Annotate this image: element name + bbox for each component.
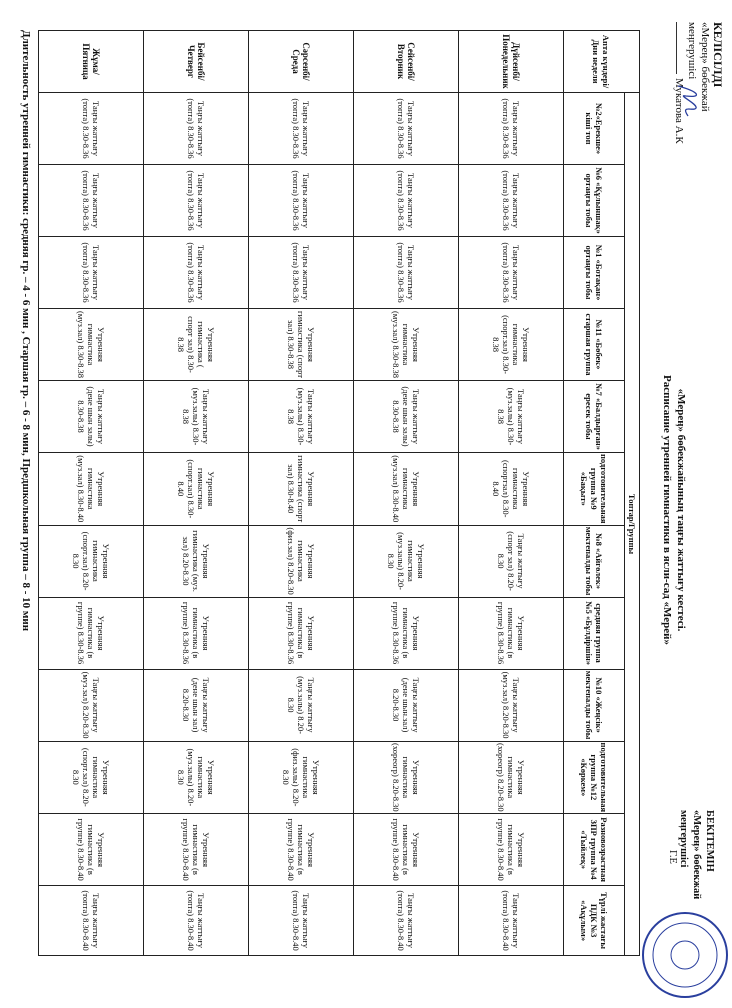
column-header: №1 «Ботақан» ортаңғы тобы (564, 237, 625, 309)
day-cell: Жұма/ Пятница (39, 31, 144, 93)
schedule-cell: Таңғы жаттығу (топта) 8.30-8.36 (249, 165, 354, 237)
schedule-cell: Утренняя гимнастика (спорт.зал) 8.20-8.30 (39, 741, 144, 814)
column-header: №2«Ерекше» кіші топ (564, 93, 625, 165)
corner-header: Апта күндері/ Дни недели (564, 31, 640, 93)
title-kz: «Мереӊ» бөбекжайының таңғы жаттығу кестесі. (675, 388, 687, 632)
schedule-cell: Утренняя гимнастика (спорт.зал) 8.20-8.30 (39, 525, 144, 597)
group-header: Топтар/Группы (625, 93, 640, 956)
schedule-cell: Таңғы жаттығу (муз.залы) 8.30-8.38 (249, 381, 354, 453)
schedule-cell: Утренняя гимнастика (в группе) 8.30-8.36 (249, 597, 354, 669)
column-header: №10 «Жеңсік» мектепалды тобы (564, 669, 625, 741)
schedule-cell: Утренняя гимнастика (физ.зал) 8.20-8.30 (249, 525, 354, 597)
schedule-cell: Таңғы жаттығу (топта) 8.30-8.40 (144, 886, 249, 956)
day-cell: Сейсенбі/ Вторник (354, 31, 459, 93)
column-header: средняя группа №5 «Бұлдіршін» (564, 597, 625, 669)
column-header: №6 «Құлыншақ» ортаңғы тобы (564, 165, 625, 237)
schedule-cell: Утренняя гимнастика (муз.залы) 8.20-8.30 (144, 741, 249, 814)
table-row (459, 31, 564, 956)
schedule-cell: Таңғы жаттығу (топта) 8.30-8.36 (39, 237, 144, 309)
schedule-cell: Таңғы жаттығу (топта) 8.30-8.40 (459, 886, 564, 956)
schedule-cell: Таңғы жаттығу (дене шын залы) 8.30-8.38 (39, 381, 144, 453)
schedule-cell: Утренняя гимнастика (в группе) 8.30-8.36 (39, 597, 144, 669)
approval-signer: Мукатова А.К (673, 78, 685, 144)
column-header: №11 «Бөбек» старшая группа (564, 309, 625, 381)
round-seal-icon (640, 910, 730, 1000)
approval-block (672, 22, 724, 144)
schedule-cell: Таңғы жаттығу (дене шын зал) 8.20-8.30 (144, 669, 249, 741)
schedule-cell: Таңғы жаттығу (топта) 8.30-8.36 (354, 165, 459, 237)
schedule-cell: Таңғы жаттығу (муз.залы) 8.20-8.30 (249, 669, 354, 741)
document-titles (660, 300, 688, 720)
schedule-cell: Таңғы жаттығу (топта) 8.30-8.36 (144, 165, 249, 237)
schedule-cell: Таңғы жаттығу (спорт зал) 8.20-8.30 (459, 525, 564, 597)
schedule-cell: Утренняя гимнастика (в группе) 8.30-8.36 (354, 597, 459, 669)
schedule-cell: Утренняя гимнастика (хореогр) 8.20-8.30 (459, 741, 564, 814)
schedule-cell: Таңғы жаттығу (топта) 8.30-8.36 (354, 237, 459, 309)
column-header: №8 «Айгөлек» мектепалды тобы (564, 525, 625, 597)
approval-title: КЕЛІСІЛДІ (711, 22, 725, 88)
schedule-cell: Таңғы жаттығу (муз.залы) 8.30-8.38 (144, 381, 249, 453)
signature-line (676, 22, 677, 74)
column-header: Түрлі жастағы ПДК №3 «Ақұлым» (564, 886, 625, 956)
table-row (144, 31, 249, 956)
schedule-cell: Таңғы жаттығу (муз.залы) 8.30-8.38 (459, 381, 564, 453)
column-header: Разновозрастная ЗПР группа №4 «Тыйлеқ» (564, 814, 625, 886)
schedule-cell: Утренняя гимнастика (спорт зал) 8.30-8.38 (249, 309, 354, 381)
schedule-cell: Таңғы жаттығу (топта) 8.30-8.36 (39, 165, 144, 237)
schedule-cell: Утренняя гимнастика (в группе) 8.30-8.40 (249, 814, 354, 886)
day-cell: Бейсенбі/ Четверг (144, 31, 249, 93)
schedule-cell: Таңғы жаттығу (муз.зал) 8.20-8.30 (39, 669, 144, 741)
schedule-cell: Утренняя гимнастика (спорт.зал) 8.30-8.38 (459, 309, 564, 381)
schedule-cell: Таңғы жаттығу (муз.зал) 8.20-8.30 (459, 669, 564, 741)
title-ru: Расписание утренней гимнастики в ясли-сад «Мерей» (661, 375, 673, 645)
schedule-cell: Утренняя гимнастика (муз. зал) 8.20-8.30 (144, 525, 249, 597)
schedule-cell: Утренняя гимнастика (в группе) 8.30-8.40 (354, 814, 459, 886)
schedule-cell: Таңғы жаттығу (дене шын залы) 8.30-8.38 (354, 381, 459, 453)
approval-line1: «Мереӊ» бөбекжай (699, 22, 711, 112)
schedule-cell: Таңғы жаттығу (топта) 8.30-8.40 (39, 886, 144, 956)
column-header: подготовительная группа №9 «Бақыт» (564, 453, 625, 526)
stamp-signer: Г.Е (667, 850, 678, 864)
schedule-cell: Таңғы жаттығу (топта) 8.30-8.36 (144, 93, 249, 165)
schedule-cell: Утренняя гимнастика (муз.зал) 8.30-8.38 (39, 309, 144, 381)
schedule-cell: Таңғы жаттығу (топта) 8.30-8.36 (249, 237, 354, 309)
stamp-text (677, 810, 716, 899)
approval-line2: меӊгерушісі (686, 22, 698, 80)
table-row (249, 31, 354, 956)
schedule-cell: Таңғы жаттығу (топта) 8.30-8.36 (459, 165, 564, 237)
schedule-cell: Утренняя гимнастика ( спорт зал) 8.30-8.38 (144, 309, 249, 381)
schedule-cell: Утренняя гимнастика (в группе) 8.30-8.40 (39, 814, 144, 886)
stamp-title: БЕКІТЕМІН (704, 810, 715, 872)
schedule-cell: Утренняя гимнастика (муз.зал) 8.30-8.40 (354, 453, 459, 526)
schedule-cell: Таңғы жаттығу (топта) 8.30-8.36 (459, 237, 564, 309)
handwritten-signature (672, 82, 706, 122)
column-header: №7 «Балдырған» ересек тобы (564, 381, 625, 453)
schedule-cell: Утренняя гимнастика (в группе) 8.30-8.36 (459, 597, 564, 669)
schedule-cell: Утренняя гимнастика (муз.зал) 8.30-8.40 (39, 453, 144, 526)
schedule-cell: Таңғы жаттығу (топта) 8.30-8.36 (459, 93, 564, 165)
schedule-cell: Утренняя гимнастика (физ.залы) 8.20-8.30 (249, 741, 354, 814)
schedule-cell: Утренняя гимнастика (муз.зал) 8.30-8.38 (354, 309, 459, 381)
schedule-cell: Таңғы жаттығу (топта) 8.30-8.40 (354, 886, 459, 956)
day-cell: Сәрсенбі/ Среда (249, 31, 354, 93)
schedule-cell: Таңғы жаттығу (топта) 8.30-8.36 (249, 93, 354, 165)
schedule-cell: Утренняя гимнастика (в группе) 8.30-8.40 (144, 814, 249, 886)
table-row (354, 31, 459, 956)
schedule-cell: Утренняя гимнастика (хореогр) 8.20-8.30 (354, 741, 459, 814)
schedule-cell: Утренняя гимнастика (спорт зал) 8.30-8.40 (249, 453, 354, 526)
schedule-cell: Утренняя гимнастика (спортзал) 8.30-8.40 (459, 453, 564, 526)
schedule-cell: Таңғы жаттығу (дене шын.зал) 8.20-8.30 (354, 669, 459, 741)
schedule-cell: Утренняя гимнастика (спорт.зал) 8.30-8.40 (144, 453, 249, 526)
stamp-line1: «Мереӊ» бөбекжай (691, 810, 702, 900)
schedule-table (38, 30, 640, 956)
table-row (39, 31, 144, 956)
stamp-line2: меӊгерушісі (678, 810, 689, 868)
schedule-cell: Утренняя гимнастика (в группе) 8.30-8.40 (459, 814, 564, 886)
schedule-cell: Таңғы жаттығу (топта) 8.30-8.36 (354, 93, 459, 165)
schedule-cell: Таңғы жаттығу (топта) 8.30-8.36 (39, 93, 144, 165)
footer-note: Длительность утренней гимнастики: средняя гр. – 4 - 6 мин , Старшая гр. – 6 - 8 мин, Предшкольная группа – 8 - 10 мин (20, 30, 32, 632)
day-cell: Дүйсенбі/ Понедельник (459, 31, 564, 93)
approval-stamp (644, 790, 724, 1000)
column-header: подготовительная группа №12 «Көркем» (564, 741, 625, 814)
schedule-cell: Таңғы жаттығу (топта) 8.30-8.40 (249, 886, 354, 956)
schedule-cell: Утренняя гимнастика (в группе) 8.30-8.36 (144, 597, 249, 669)
schedule-cell: Утренняя гимнастика (муз.залы) 8.20-8.30 (354, 525, 459, 597)
schedule-cell: Таңғы жаттығу (топта) 8.30-8.36 (144, 237, 249, 309)
